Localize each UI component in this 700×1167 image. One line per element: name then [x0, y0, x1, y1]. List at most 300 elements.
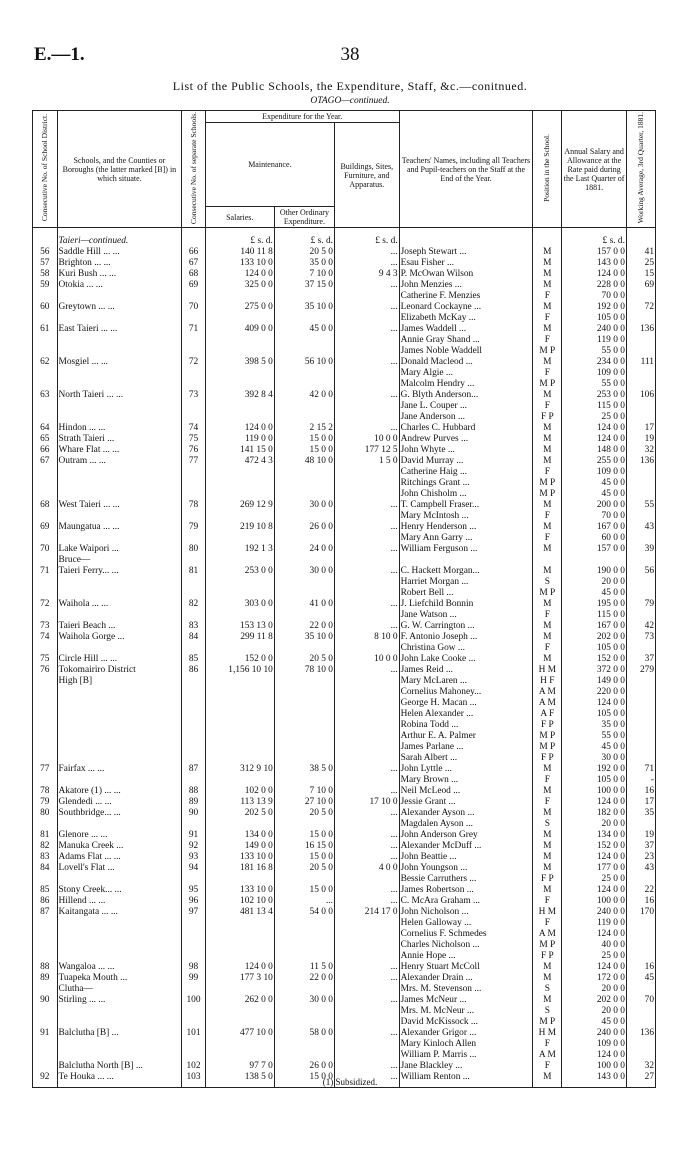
salaries-cell [205, 368, 274, 379]
average-attendance-cell [626, 588, 655, 599]
buildings-cell: ... [334, 896, 399, 907]
table-row [33, 1028, 656, 1039]
school-no-cell [182, 918, 205, 929]
district-no-cell: 87 [33, 907, 58, 918]
school-no-cell: 89 [182, 797, 205, 808]
average-attendance-cell: 111 [626, 357, 655, 368]
table-row [33, 654, 656, 665]
district-no-cell: 74 [33, 632, 58, 643]
salaries-cell [205, 775, 274, 786]
school-name-cell [57, 588, 182, 599]
salaries-cell: 113 13 9 [205, 797, 274, 808]
teacher-name-cell [399, 228, 533, 248]
school-name-cell: Maungatua ... ... [57, 522, 182, 533]
salaries-cell: 312 9 10 [205, 764, 274, 775]
district-no-cell [33, 610, 58, 621]
school-name-cell: Manuka Creek ... [57, 841, 182, 852]
school-no-cell: 67 [182, 258, 205, 269]
teacher-name-cell: John Whyte ... [399, 445, 533, 456]
other-expenditure-cell: 20 5 0 [274, 247, 334, 258]
annual-salary-cell: 167 0 0 [562, 522, 627, 533]
school-name-cell: Waihola ... ... [57, 599, 182, 610]
annual-salary-cell: 167 0 0 [562, 621, 627, 632]
school-name-cell [57, 731, 182, 742]
table-row [33, 885, 656, 896]
position-cell: F [533, 335, 562, 346]
district-no-cell [33, 291, 58, 302]
average-attendance-cell: 79 [626, 599, 655, 610]
average-attendance-cell: 279 [626, 665, 655, 676]
teacher-name-cell: Alexander McDuff ... [399, 841, 533, 852]
teacher-name-cell: James Robertson ... [399, 885, 533, 896]
other-expenditure-cell [274, 412, 334, 423]
position-cell: M [533, 500, 562, 511]
table-row [33, 742, 656, 753]
school-name-cell: Kaitangata ... ... [57, 907, 182, 918]
district-no-cell: 64 [33, 423, 58, 434]
other-expenditure-cell [274, 731, 334, 742]
district-no-cell [33, 401, 58, 412]
table-row [33, 610, 656, 621]
col-position: Position in the School. [533, 111, 562, 228]
district-no-cell: 69 [33, 522, 58, 533]
salaries-cell [205, 940, 274, 951]
annual-salary-cell: 220 0 0 [562, 687, 627, 698]
teacher-name-cell: Mary McIntosh ... [399, 511, 533, 522]
average-attendance-cell: 42 [626, 621, 655, 632]
teacher-name-cell: Alexander Ayson ... [399, 808, 533, 819]
other-expenditure-cell [274, 1017, 334, 1028]
buildings-cell: ... [334, 841, 399, 852]
position-cell [533, 228, 562, 248]
teacher-name-cell: P. McOwan Wilson [399, 269, 533, 280]
school-no-cell [182, 401, 205, 412]
salaries-cell: 219 10 8 [205, 522, 274, 533]
average-attendance-cell [626, 1039, 655, 1050]
table-row [33, 621, 656, 632]
district-no-cell [33, 940, 58, 951]
average-attendance-cell [626, 577, 655, 588]
position-cell: M [533, 280, 562, 291]
school-no-cell [182, 511, 205, 522]
salaries-cell: 1,156 10 10 [205, 665, 274, 676]
salaries-cell [205, 335, 274, 346]
teacher-name-cell: William Ferguson ... [399, 544, 533, 555]
average-attendance-cell [626, 412, 655, 423]
salaries-cell [205, 1050, 274, 1061]
district-no-cell: 71 [33, 566, 58, 577]
annual-salary-cell: 202 0 0 [562, 632, 627, 643]
buildings-cell: ... [334, 973, 399, 984]
average-attendance-cell: 37 [626, 841, 655, 852]
table-row [33, 962, 656, 973]
annual-salary-cell: 45 0 0 [562, 478, 627, 489]
annual-salary-cell: 124 0 0 [562, 269, 627, 280]
average-attendance-cell [626, 228, 655, 248]
buildings-cell [334, 819, 399, 830]
salaries-cell [205, 720, 274, 731]
annual-salary-cell: 124 0 0 [562, 929, 627, 940]
teacher-name-cell: Robert Bell ... [399, 588, 533, 599]
salaries-cell: 253 0 0 [205, 566, 274, 577]
district-no-cell: 60 [33, 302, 58, 313]
annual-salary-cell: 70 0 0 [562, 291, 627, 302]
buildings-cell [334, 401, 399, 412]
table-row [33, 544, 656, 555]
position-cell: F [533, 610, 562, 621]
average-attendance-cell: 136 [626, 456, 655, 467]
school-name-cell: Greytown ... ... [57, 302, 182, 313]
position-cell: M [533, 885, 562, 896]
position-cell: M [533, 390, 562, 401]
position-cell: F [533, 643, 562, 654]
annual-salary-cell: 119 0 0 [562, 918, 627, 929]
school-no-cell: 83 [182, 621, 205, 632]
table-row [33, 995, 656, 1006]
other-expenditure-cell: 56 10 0 [274, 357, 334, 368]
annual-salary-cell: 105 0 0 [562, 775, 627, 786]
teacher-name-cell: David McKissock ... [399, 1017, 533, 1028]
other-expenditure-cell [274, 940, 334, 951]
school-name-cell [57, 643, 182, 654]
average-attendance-cell: 45 [626, 973, 655, 984]
salaries-cell: 392 8 4 [205, 390, 274, 401]
buildings-cell: 214 17 0 [334, 907, 399, 918]
other-expenditure-cell [274, 1039, 334, 1050]
buildings-cell: ... [334, 280, 399, 291]
average-attendance-cell [626, 511, 655, 522]
buildings-cell: ... [334, 357, 399, 368]
annual-salary-cell: 157 0 0 [562, 247, 627, 258]
table-row [33, 247, 656, 258]
teacher-name-cell: Annie Hope ... [399, 951, 533, 962]
teacher-name-cell: John Chisholm ... [399, 489, 533, 500]
table-row [33, 863, 656, 874]
school-no-cell: 72 [182, 357, 205, 368]
position-cell: M [533, 522, 562, 533]
district-no-cell: 84 [33, 863, 58, 874]
position-cell: F [533, 401, 562, 412]
table-row [33, 786, 656, 797]
buildings-cell: ... [334, 324, 399, 335]
school-no-cell [182, 1017, 205, 1028]
district-no-cell: 63 [33, 390, 58, 401]
other-expenditure-cell [274, 753, 334, 764]
average-attendance-cell: 19 [626, 434, 655, 445]
position-cell: F [533, 896, 562, 907]
buildings-cell [334, 467, 399, 478]
other-expenditure-cell: 26 0 0 [274, 522, 334, 533]
table-row [33, 566, 656, 577]
teacher-name-cell: William Renton ... [399, 1072, 533, 1088]
average-attendance-cell [626, 929, 655, 940]
school-no-cell: 96 [182, 896, 205, 907]
position-cell: H M [533, 907, 562, 918]
school-name-cell: Brighton ... ... [57, 258, 182, 269]
position-cell: F P [533, 720, 562, 731]
table-row [33, 1061, 656, 1072]
school-no-cell: 66 [182, 247, 205, 258]
buildings-cell [334, 412, 399, 423]
teacher-name-cell: C. Hackett Morgan... [399, 566, 533, 577]
school-name-cell: Hillend ... ... [57, 896, 182, 907]
buildings-cell [334, 489, 399, 500]
salaries-cell [205, 313, 274, 324]
table-row [33, 632, 656, 643]
teacher-name-cell: T. Campbell Fraser... [399, 500, 533, 511]
other-expenditure-cell: 35 10 0 [274, 632, 334, 643]
table-row [33, 390, 656, 401]
school-name-cell [57, 951, 182, 962]
other-expenditure-cell: 11 5 0 [274, 962, 334, 973]
school-name-cell [57, 742, 182, 753]
salaries-cell [205, 918, 274, 929]
other-expenditure-cell [274, 687, 334, 698]
school-name-cell: Adams Flat ... ... [57, 852, 182, 863]
buildings-cell [334, 918, 399, 929]
table-row [33, 291, 656, 302]
school-no-cell [182, 742, 205, 753]
school-name-cell: Clutha— [57, 984, 182, 995]
table-row [33, 709, 656, 720]
other-expenditure-cell: 30 0 0 [274, 500, 334, 511]
district-no-cell: 90 [33, 995, 58, 1006]
annual-salary-cell: 55 0 0 [562, 346, 627, 357]
school-no-cell [182, 731, 205, 742]
school-no-cell [182, 687, 205, 698]
col-district-no: Consecutive No. of School District. [33, 111, 58, 228]
table-row [33, 379, 656, 390]
salaries-cell: 202 5 0 [205, 808, 274, 819]
school-name-cell [57, 489, 182, 500]
other-expenditure-cell: 37 15 0 [274, 280, 334, 291]
salaries-cell [205, 742, 274, 753]
position-cell: M [533, 258, 562, 269]
salaries-cell [205, 588, 274, 599]
other-expenditure-cell: 48 10 0 [274, 456, 334, 467]
school-name-cell [57, 368, 182, 379]
average-attendance-cell [626, 984, 655, 995]
school-no-cell [182, 984, 205, 995]
other-expenditure-cell: 22 0 0 [274, 973, 334, 984]
buildings-cell: 1 5 0 [334, 456, 399, 467]
average-attendance-cell: 170 [626, 907, 655, 918]
table-row [33, 918, 656, 929]
district-no-cell [33, 467, 58, 478]
other-expenditure-cell [274, 610, 334, 621]
page-subtitle [0, 96, 700, 106]
annual-salary-cell: 152 0 0 [562, 654, 627, 665]
other-expenditure-cell [274, 720, 334, 731]
buildings-cell: ... [334, 786, 399, 797]
salaries-cell [205, 577, 274, 588]
school-no-cell: 99 [182, 973, 205, 984]
teacher-name-cell: Neil McLeod ... [399, 786, 533, 797]
teacher-name-cell: G. W. Carrington ... [399, 621, 533, 632]
average-attendance-cell [626, 401, 655, 412]
teacher-name-cell: John Beattie ... [399, 852, 533, 863]
annual-salary-cell: 100 0 0 [562, 1061, 627, 1072]
teacher-name-cell: John Youngson ... [399, 863, 533, 874]
buildings-cell [334, 951, 399, 962]
teacher-name-cell: Henry Stuart McColl [399, 962, 533, 973]
school-name-cell: Outram ... ... [57, 456, 182, 467]
buildings-cell: ... [334, 830, 399, 841]
salaries-cell: 102 10 0 [205, 896, 274, 907]
district-no-cell: 72 [33, 599, 58, 610]
position-cell: M [533, 324, 562, 335]
school-no-cell: 92 [182, 841, 205, 852]
annual-salary-cell: 182 0 0 [562, 808, 627, 819]
teacher-name-cell: Helen Galloway ... [399, 918, 533, 929]
col-attendance: Working Average, 3rd Quarter, 1881. [626, 111, 655, 228]
average-attendance-cell [626, 368, 655, 379]
salaries-cell [205, 478, 274, 489]
district-no-cell [33, 313, 58, 324]
buildings-cell: ... [334, 885, 399, 896]
district-no-cell [33, 742, 58, 753]
other-expenditure-cell [274, 555, 334, 566]
buildings-cell: ... [334, 665, 399, 676]
col-other: Other Ordinary Expenditure. [274, 207, 334, 228]
table-row [33, 368, 656, 379]
buildings-cell [334, 533, 399, 544]
table-row [33, 346, 656, 357]
district-no-cell [33, 676, 58, 687]
position-cell: F [533, 533, 562, 544]
salaries-cell: 134 0 0 [205, 830, 274, 841]
table-row [33, 555, 656, 566]
table-row [33, 302, 656, 313]
annual-salary-cell: 124 0 0 [562, 797, 627, 808]
teacher-name-cell: John Anderson Grey [399, 830, 533, 841]
table-row [33, 511, 656, 522]
table-row [33, 775, 656, 786]
school-no-cell [182, 775, 205, 786]
school-name-cell [57, 698, 182, 709]
school-name-cell [57, 753, 182, 764]
buildings-cell: ... [334, 500, 399, 511]
average-attendance-cell: 35 [626, 808, 655, 819]
buildings-cell: £ s. d. [334, 228, 399, 248]
school-name-cell: Glendedi ... ... [57, 797, 182, 808]
report-code: E.—1. [34, 44, 85, 65]
average-attendance-cell [626, 478, 655, 489]
school-name-cell: Taieri—continued. [57, 228, 182, 248]
annual-salary-cell: 105 0 0 [562, 313, 627, 324]
district-no-cell: 73 [33, 621, 58, 632]
district-no-cell: 86 [33, 896, 58, 907]
teacher-name-cell: Alexander Drain ... [399, 973, 533, 984]
district-no-cell [33, 643, 58, 654]
other-expenditure-cell [274, 929, 334, 940]
salaries-cell [205, 643, 274, 654]
teacher-name-cell: James McNeur ... [399, 995, 533, 1006]
school-no-cell: 79 [182, 522, 205, 533]
position-cell: M [533, 808, 562, 819]
salaries-cell: 124 0 0 [205, 962, 274, 973]
annual-salary-cell: 124 0 0 [562, 962, 627, 973]
school-name-cell: Te Houka ... ... [57, 1072, 182, 1088]
table-row [33, 335, 656, 346]
position-cell: M P [533, 940, 562, 951]
average-attendance-cell: 55 [626, 500, 655, 511]
school-name-cell: Tuapeka Mouth ... [57, 973, 182, 984]
buildings-cell: ... [334, 1072, 399, 1088]
other-expenditure-cell: 15 0 0 [274, 445, 334, 456]
salaries-cell: 472 4 3 [205, 456, 274, 467]
average-attendance-cell [626, 951, 655, 962]
annual-salary-cell: 240 0 0 [562, 1028, 627, 1039]
district-no-cell [33, 819, 58, 830]
school-name-cell: Lovell's Flat ... [57, 863, 182, 874]
school-no-cell: 68 [182, 269, 205, 280]
average-attendance-cell [626, 819, 655, 830]
school-no-cell: 94 [182, 863, 205, 874]
table-row [33, 819, 656, 830]
salaries-cell [205, 291, 274, 302]
other-expenditure-cell [274, 742, 334, 753]
average-attendance-cell [626, 720, 655, 731]
average-attendance-cell: 72 [626, 302, 655, 313]
buildings-cell: ... [334, 621, 399, 632]
other-expenditure-cell [274, 984, 334, 995]
position-cell: F P [533, 753, 562, 764]
school-no-cell: 70 [182, 302, 205, 313]
other-expenditure-cell: 16 15 0 [274, 841, 334, 852]
salaries-cell [205, 698, 274, 709]
average-attendance-cell [626, 643, 655, 654]
table-row [33, 489, 656, 500]
buildings-cell [334, 368, 399, 379]
teacher-name-cell: Sarah Albert ... [399, 753, 533, 764]
district-no-cell [33, 228, 58, 248]
table-row [33, 478, 656, 489]
average-attendance-cell [626, 676, 655, 687]
salaries-cell: 262 0 0 [205, 995, 274, 1006]
teacher-name-cell: Catherine Haig ... [399, 467, 533, 478]
position-cell: M [533, 632, 562, 643]
position-cell: F [533, 1061, 562, 1072]
teacher-name-cell: Leonard Cockayne ... [399, 302, 533, 313]
table-row [33, 1050, 656, 1061]
school-name-cell [57, 478, 182, 489]
district-no-cell [33, 588, 58, 599]
school-name-cell [57, 1017, 182, 1028]
buildings-cell [334, 929, 399, 940]
teacher-name-cell: John Nicholson ... [399, 907, 533, 918]
buildings-cell: 9 4 3 [334, 269, 399, 280]
school-no-cell: 85 [182, 654, 205, 665]
position-cell: S [533, 1006, 562, 1017]
average-attendance-cell [626, 709, 655, 720]
position-cell: F P [533, 412, 562, 423]
annual-salary-cell: 192 0 0 [562, 302, 627, 313]
school-name-cell [57, 412, 182, 423]
other-expenditure-cell: 35 10 0 [274, 302, 334, 313]
average-attendance-cell: 22 [626, 885, 655, 896]
teacher-name-cell: Jane Watson ... [399, 610, 533, 621]
table-row [33, 401, 656, 412]
average-attendance-cell [626, 731, 655, 742]
other-expenditure-cell: 15 0 0 [274, 885, 334, 896]
district-no-cell: 68 [33, 500, 58, 511]
annual-salary-cell: 134 0 0 [562, 830, 627, 841]
position-cell: M P [533, 346, 562, 357]
average-attendance-cell [626, 313, 655, 324]
annual-salary-cell: 45 0 0 [562, 742, 627, 753]
buildings-cell [334, 588, 399, 599]
